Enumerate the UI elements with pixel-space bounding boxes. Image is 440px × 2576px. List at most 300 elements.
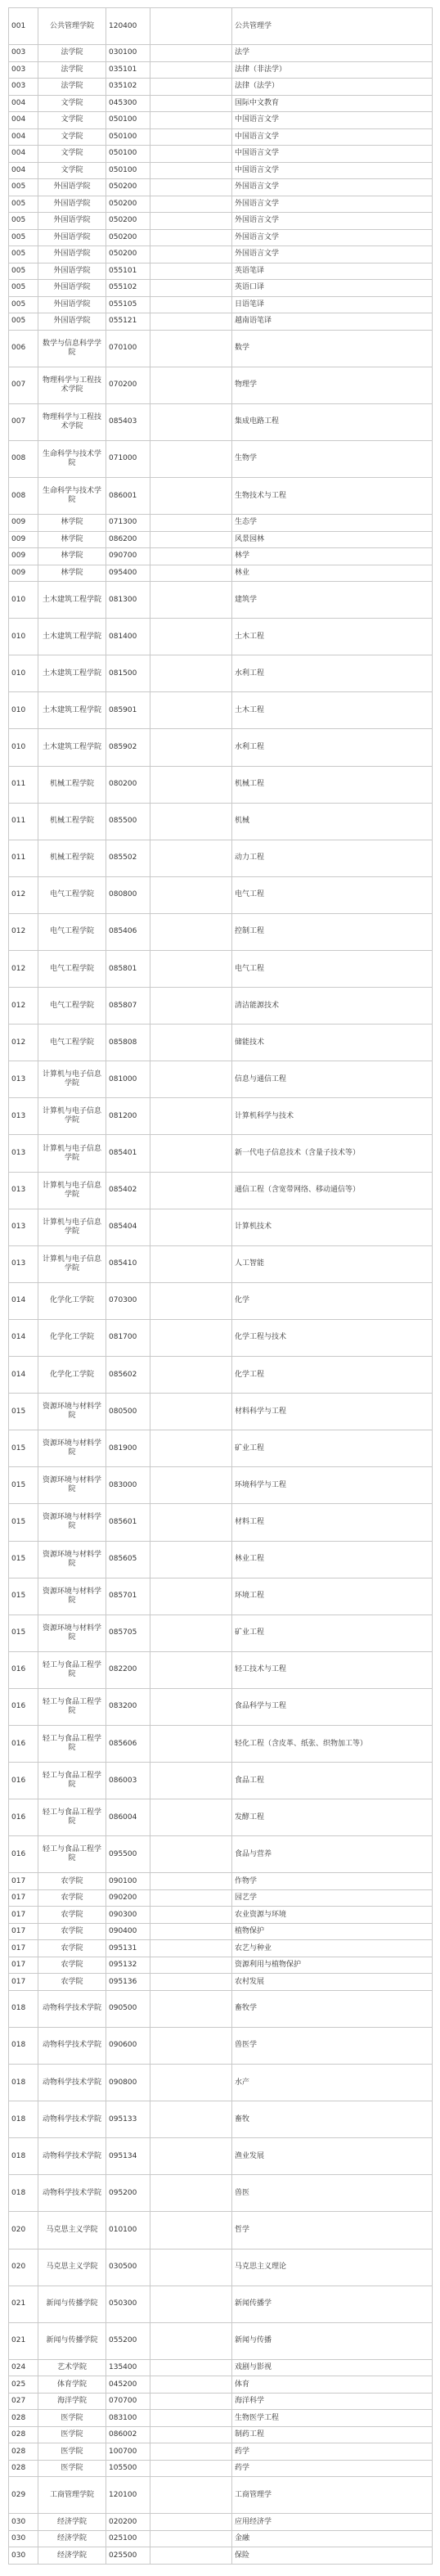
table-row <box>9 2376 433 2394</box>
major-name-cell: 畜牧学 <box>232 1990 433 2027</box>
major-code-cell: 095134 <box>106 2138 150 2175</box>
major-name-cell: 中国语言文学 <box>232 146 433 163</box>
major-name-cell: 动力工程 <box>232 840 433 876</box>
college-name-cell: 动物科学技术学院 <box>38 2138 106 2175</box>
gap-cell <box>150 1688 232 1725</box>
gap-cell <box>150 692 232 729</box>
major-name-cell: 英语口译 <box>232 280 433 297</box>
major-code-cell: 090500 <box>106 1990 150 2027</box>
table-row <box>9 477 433 514</box>
major-code-cell: 090600 <box>106 2027 150 2064</box>
college-code-cell: 018 <box>9 2065 38 2101</box>
table-row <box>9 1940 433 1957</box>
college-code-cell: 027 <box>9 2393 38 2410</box>
college-name-cell: 资源环境与材料学院 <box>38 1430 106 1467</box>
major-code-cell: 030100 <box>106 45 150 62</box>
major-name-cell: 机械 <box>232 803 433 840</box>
table-row <box>9 179 433 196</box>
table-row <box>9 1394 433 1430</box>
college-code-cell: 010 <box>9 655 38 692</box>
major-code-cell: 045300 <box>106 95 150 112</box>
table-row <box>9 729 433 766</box>
gap-cell <box>150 548 232 565</box>
college-name-cell: 计算机与电子信息学院 <box>38 1209 106 1245</box>
major-code-cell: 055200 <box>106 2322 150 2359</box>
gap-cell <box>150 45 232 62</box>
major-name-cell: 应用经济学 <box>232 2514 433 2531</box>
major-code-cell: 071300 <box>106 515 150 532</box>
major-name-cell: 渔业发展 <box>232 2138 433 2175</box>
major-name-cell: 水利工程 <box>232 729 433 766</box>
gap-cell <box>150 146 232 163</box>
college-code-cell: 013 <box>9 1245 38 1282</box>
table-row <box>9 196 433 213</box>
major-name-cell: 园艺学 <box>232 1889 433 1907</box>
table-row <box>9 655 433 692</box>
gap-cell <box>150 1836 232 1873</box>
table-row <box>9 2286 433 2322</box>
major-name-cell: 信息与通信工程 <box>232 1061 433 1098</box>
table-row <box>9 1889 433 1907</box>
college-name-cell: 林学院 <box>38 565 106 582</box>
college-name-cell: 动物科学技术学院 <box>38 2065 106 2101</box>
major-name-cell: 清洁能源技术 <box>232 988 433 1025</box>
college-name-cell: 化学化工学院 <box>38 1282 106 1319</box>
major-code-cell: 055102 <box>106 280 150 297</box>
college-name-cell: 工商管理学院 <box>38 2477 106 2514</box>
college-name-cell: 数学与信息科学学院 <box>38 330 106 367</box>
college-name-cell: 医学院 <box>38 2426 106 2443</box>
major-code-cell: 085502 <box>106 840 150 876</box>
table-row <box>9 367 433 403</box>
table-row <box>9 1990 433 2027</box>
major-name-cell: 生物学 <box>232 440 433 477</box>
major-code-cell: 050100 <box>106 146 150 163</box>
gap-cell <box>150 2027 232 2064</box>
gap-cell <box>150 619 232 655</box>
college-code-cell: 013 <box>9 1061 38 1098</box>
college-code-cell: 017 <box>9 1923 38 1940</box>
table-row <box>9 1763 433 1799</box>
table-row <box>9 213 433 230</box>
table-row <box>9 548 433 565</box>
table-row <box>9 229 433 246</box>
gap-cell <box>150 988 232 1025</box>
major-name-cell: 建筑学 <box>232 582 433 619</box>
college-name-cell: 马克思主义学院 <box>38 2249 106 2286</box>
college-name-cell: 土木建筑工程学院 <box>38 692 106 729</box>
major-name-cell: 机械工程 <box>232 766 433 803</box>
college-name-cell: 计算机与电子信息学院 <box>38 1061 106 1098</box>
table-row <box>9 840 433 876</box>
gap-cell <box>150 2101 232 2138</box>
college-code-cell: 015 <box>9 1615 38 1651</box>
major-name-cell: 通信工程（含宽带网络、移动通信等） <box>232 1172 433 1209</box>
college-name-cell: 外国语学院 <box>38 296 106 313</box>
major-code-cell: 085404 <box>106 1209 150 1245</box>
college-code-cell: 016 <box>9 1688 38 1725</box>
major-name-cell: 保险 <box>232 2547 433 2565</box>
college-name-cell: 电气工程学院 <box>38 951 106 988</box>
table-row <box>9 766 433 803</box>
table-row <box>9 112 433 129</box>
table-row <box>9 2101 433 2138</box>
college-code-cell: 021 <box>9 2286 38 2322</box>
college-name-cell: 电气工程学院 <box>38 913 106 950</box>
major-name-cell: 环境科学与工程 <box>232 1467 433 1504</box>
major-name-cell: 生态学 <box>232 515 433 532</box>
college-code-cell: 016 <box>9 1836 38 1873</box>
major-name-cell: 药学 <box>232 2443 433 2461</box>
major-name-cell: 储能技术 <box>232 1025 433 1061</box>
college-name-cell: 土木建筑工程学院 <box>38 729 106 766</box>
major-code-cell: 095132 <box>106 1957 150 1974</box>
major-name-cell: 中国语言文学 <box>232 162 433 179</box>
gap-cell <box>150 2138 232 2175</box>
major-code-cell: 050100 <box>106 112 150 129</box>
college-code-cell: 017 <box>9 1974 38 1991</box>
major-code-cell: 050100 <box>106 162 150 179</box>
college-name-cell: 物理科学与工程技术学院 <box>38 403 106 440</box>
gap-cell <box>150 1172 232 1209</box>
major-name-cell: 哲学 <box>232 2212 433 2249</box>
major-code-cell: 010100 <box>106 2212 150 2249</box>
college-name-cell: 法学院 <box>38 45 106 62</box>
table-row <box>9 1504 433 1541</box>
gap-cell <box>150 313 232 331</box>
table-row <box>9 2322 433 2359</box>
table-row <box>9 1172 433 1209</box>
college-code-cell: 017 <box>9 1907 38 1924</box>
gap-cell <box>150 2514 232 2531</box>
college-name-cell: 轻工与食品工程学院 <box>38 1688 106 1725</box>
major-code-cell: 085801 <box>106 951 150 988</box>
college-code-cell: 015 <box>9 1504 38 1541</box>
college-name-cell: 电气工程学院 <box>38 988 106 1025</box>
major-code-cell: 083200 <box>106 1688 150 1725</box>
table-row <box>9 1578 433 1615</box>
gap-cell <box>150 2212 232 2249</box>
major-code-cell: 055121 <box>106 313 150 331</box>
college-name-cell: 医学院 <box>38 2443 106 2461</box>
major-code-cell: 081300 <box>106 582 150 619</box>
college-code-cell: 005 <box>9 246 38 263</box>
college-name-cell: 外国语学院 <box>38 246 106 263</box>
college-name-cell: 农学院 <box>38 1940 106 1957</box>
major-code-cell: 035102 <box>106 79 150 96</box>
table-row <box>9 515 433 532</box>
college-name-cell: 化学化工学院 <box>38 1357 106 1394</box>
college-name-cell: 土木建筑工程学院 <box>38 582 106 619</box>
table-row <box>9 1957 433 1974</box>
college-name-cell: 经济学院 <box>38 2514 106 2531</box>
college-code-cell: 011 <box>9 803 38 840</box>
table-row <box>9 2175 433 2212</box>
major-name-cell: 作物学 <box>232 1873 433 1890</box>
major-name-cell: 资源利用与植物保护 <box>232 1957 433 1974</box>
gap-cell <box>150 179 232 196</box>
major-code-cell: 090100 <box>106 1873 150 1890</box>
major-code-cell: 081000 <box>106 1061 150 1098</box>
gap-cell <box>150 162 232 179</box>
table-row <box>9 1282 433 1319</box>
college-name-cell: 马克思主义学院 <box>38 2212 106 2249</box>
major-code-cell: 081400 <box>106 619 150 655</box>
college-code-cell: 012 <box>9 913 38 950</box>
college-code-cell: 015 <box>9 1578 38 1615</box>
major-name-cell: 中国语言文学 <box>232 112 433 129</box>
major-code-cell: 095400 <box>106 565 150 582</box>
major-code-cell: 085500 <box>106 803 150 840</box>
college-code-cell: 001 <box>9 8 38 45</box>
table-row <box>9 128 433 146</box>
college-name-cell: 资源环境与材料学院 <box>38 1578 106 1615</box>
gap-cell <box>150 2175 232 2212</box>
gap-cell <box>150 1430 232 1467</box>
major-code-cell: 082200 <box>106 1651 150 1688</box>
college-code-cell: 016 <box>9 1763 38 1799</box>
table-row <box>9 1974 433 1991</box>
college-code-cell: 010 <box>9 619 38 655</box>
gap-cell <box>150 477 232 514</box>
table-row <box>9 246 433 263</box>
major-name-cell: 林业工程 <box>232 1541 433 1578</box>
major-code-cell: 055101 <box>106 263 150 280</box>
major-code-cell: 086002 <box>106 2426 150 2443</box>
table-row <box>9 951 433 988</box>
major-code-cell: 085402 <box>106 1172 150 1209</box>
table-row <box>9 1873 433 1890</box>
college-code-cell: 005 <box>9 280 38 297</box>
major-code-cell: 090700 <box>106 548 150 565</box>
major-code-cell: 085406 <box>106 913 150 950</box>
table-row <box>9 1098 433 1135</box>
gap-cell <box>150 1282 232 1319</box>
gap-cell <box>150 1615 232 1651</box>
gap-cell <box>150 2376 232 2394</box>
table-row <box>9 803 433 840</box>
college-name-cell: 轻工与食品工程学院 <box>38 1799 106 1836</box>
table-row <box>9 146 433 163</box>
college-name-cell: 资源环境与材料学院 <box>38 1541 106 1578</box>
college-code-cell: 014 <box>9 1357 38 1394</box>
major-code-cell: 055105 <box>106 296 150 313</box>
gap-cell <box>150 2460 232 2477</box>
college-name-cell: 农学院 <box>38 1974 106 1991</box>
major-code-cell: 095500 <box>106 1836 150 1873</box>
college-code-cell: 004 <box>9 112 38 129</box>
major-name-cell: 新闻传播学 <box>232 2286 433 2322</box>
gap-cell <box>150 1245 232 1282</box>
college-name-cell: 资源环境与材料学院 <box>38 1394 106 1430</box>
table-row <box>9 1061 433 1098</box>
gap-cell <box>150 840 232 876</box>
college-name-cell: 机械工程学院 <box>38 840 106 876</box>
college-code-cell: 016 <box>9 1799 38 1836</box>
table-row <box>9 313 433 331</box>
college-code-cell: 018 <box>9 2175 38 2212</box>
college-name-cell: 外国语学院 <box>38 196 106 213</box>
major-name-cell: 水利工程 <box>232 655 433 692</box>
college-code-cell: 018 <box>9 2101 38 2138</box>
college-code-cell: 007 <box>9 403 38 440</box>
college-code-cell: 015 <box>9 1430 38 1467</box>
college-name-cell: 计算机与电子信息学院 <box>38 1172 106 1209</box>
table-row <box>9 619 433 655</box>
college-name-cell: 农学院 <box>38 1923 106 1940</box>
college-code-cell: 009 <box>9 531 38 548</box>
major-code-cell: 050100 <box>106 128 150 146</box>
major-code-cell: 050300 <box>106 2286 150 2322</box>
college-name-cell: 计算机与电子信息学院 <box>38 1135 106 1172</box>
gap-cell <box>150 2286 232 2322</box>
gap-cell <box>150 246 232 263</box>
table-row <box>9 2460 433 2477</box>
major-code-cell: 105500 <box>106 2460 150 2477</box>
gap-cell <box>150 330 232 367</box>
table-row <box>9 2065 433 2101</box>
college-code-cell: 017 <box>9 1940 38 1957</box>
college-name-cell: 海洋学院 <box>38 2393 106 2410</box>
major-name-cell: 土木工程 <box>232 692 433 729</box>
major-name-cell: 新一代电子信息技术（含量子技术等） <box>232 1135 433 1172</box>
major-code-cell: 100700 <box>106 2443 150 2461</box>
table-row <box>9 582 433 619</box>
college-code-cell: 013 <box>9 1209 38 1245</box>
gap-cell <box>150 367 232 403</box>
college-name-cell: 动物科学技术学院 <box>38 2027 106 2064</box>
major-name-cell: 制药工程 <box>232 2426 433 2443</box>
table-row <box>9 1025 433 1061</box>
college-code-cell: 004 <box>9 146 38 163</box>
college-code-cell: 007 <box>9 367 38 403</box>
major-code-cell: 085410 <box>106 1245 150 1282</box>
gap-cell <box>150 951 232 988</box>
major-name-cell: 食品与营养 <box>232 1836 433 1873</box>
major-code-cell: 050200 <box>106 179 150 196</box>
table-row <box>9 1725 433 1762</box>
college-name-cell: 法学院 <box>38 61 106 79</box>
college-code-cell: 005 <box>9 229 38 246</box>
gap-cell <box>150 1990 232 2027</box>
major-name-cell: 化学工程与技术 <box>232 1319 433 1356</box>
table-row <box>9 876 433 913</box>
gap-cell <box>150 263 232 280</box>
college-code-cell: 005 <box>9 196 38 213</box>
major-code-cell: 081200 <box>106 1098 150 1135</box>
table-row <box>9 2514 433 2531</box>
major-name-cell: 外国语言文学 <box>232 229 433 246</box>
college-code-cell: 024 <box>9 2359 38 2376</box>
major-name-cell: 英语笔译 <box>232 263 433 280</box>
gap-cell <box>150 1541 232 1578</box>
major-name-cell: 材料科学与工程 <box>232 1394 433 1430</box>
major-name-cell: 集成电路工程 <box>232 403 433 440</box>
gap-cell <box>150 8 232 45</box>
table-row <box>9 2027 433 2064</box>
college-name-cell: 生命科学与技术学院 <box>38 440 106 477</box>
college-name-cell: 动物科学技术学院 <box>38 2175 106 2212</box>
college-name-cell: 文学院 <box>38 112 106 129</box>
gap-cell <box>150 2359 232 2376</box>
college-code-cell: 013 <box>9 1098 38 1135</box>
major-name-cell: 食品科学与工程 <box>232 1688 433 1725</box>
college-name-cell: 轻工与食品工程学院 <box>38 1763 106 1799</box>
major-code-cell: 095200 <box>106 2175 150 2212</box>
college-code-cell: 015 <box>9 1394 38 1430</box>
major-code-cell: 090300 <box>106 1907 150 1924</box>
gap-cell <box>150 2065 232 2101</box>
gap-cell <box>150 582 232 619</box>
major-code-cell: 083000 <box>106 1467 150 1504</box>
gap-cell <box>150 112 232 129</box>
major-name-cell: 兽医学 <box>232 2027 433 2064</box>
table-row <box>9 1541 433 1578</box>
major-code-cell: 085602 <box>106 1357 150 1394</box>
college-code-cell: 012 <box>9 876 38 913</box>
college-name-cell: 文学院 <box>38 128 106 146</box>
major-name-cell: 电气工程 <box>232 876 433 913</box>
gap-cell <box>150 876 232 913</box>
gap-cell <box>150 2393 232 2410</box>
college-name-cell: 经济学院 <box>38 2530 106 2547</box>
gap-cell <box>150 1889 232 1907</box>
college-code-cell: 021 <box>9 2322 38 2359</box>
college-name-cell: 法学院 <box>38 79 106 96</box>
gap-cell <box>150 729 232 766</box>
major-name-cell: 公共管理学 <box>232 8 433 45</box>
major-name-cell: 发酵工程 <box>232 1799 433 1836</box>
gap-cell <box>150 1651 232 1688</box>
college-code-cell: 012 <box>9 1025 38 1061</box>
table-row <box>9 330 433 367</box>
gap-cell <box>150 2443 232 2461</box>
major-code-cell: 080500 <box>106 1394 150 1430</box>
table-row <box>9 692 433 729</box>
gap-cell <box>150 2477 232 2514</box>
major-name-cell: 物理学 <box>232 367 433 403</box>
major-code-cell: 085601 <box>106 1504 150 1541</box>
gap-cell <box>150 128 232 146</box>
college-code-cell: 020 <box>9 2212 38 2249</box>
major-name-cell: 法学 <box>232 45 433 62</box>
college-code-cell: 009 <box>9 515 38 532</box>
college-name-cell: 化学化工学院 <box>38 1319 106 1356</box>
major-code-cell: 090400 <box>106 1923 150 1940</box>
major-name-cell: 中国语言文学 <box>232 128 433 146</box>
college-code-cell: 014 <box>9 1282 38 1319</box>
table-row <box>9 1615 433 1651</box>
table-row <box>9 1799 433 1836</box>
major-code-cell: 050200 <box>106 246 150 263</box>
table-row <box>9 61 433 79</box>
major-name-cell: 林学 <box>232 548 433 565</box>
table-row <box>9 440 433 477</box>
major-name-cell: 外国语言文学 <box>232 179 433 196</box>
college-code-cell: 010 <box>9 729 38 766</box>
major-code-cell: 071000 <box>106 440 150 477</box>
major-name-cell: 金融 <box>232 2530 433 2547</box>
college-name-cell: 土木建筑工程学院 <box>38 655 106 692</box>
major-code-cell: 045200 <box>106 2376 150 2394</box>
college-name-cell: 农学院 <box>38 1889 106 1907</box>
gap-cell <box>150 2410 232 2427</box>
college-name-cell: 生命科学与技术学院 <box>38 477 106 514</box>
major-code-cell: 085808 <box>106 1025 150 1061</box>
major-code-cell: 095136 <box>106 1974 150 1991</box>
college-name-cell: 林学院 <box>38 531 106 548</box>
gap-cell <box>150 61 232 79</box>
